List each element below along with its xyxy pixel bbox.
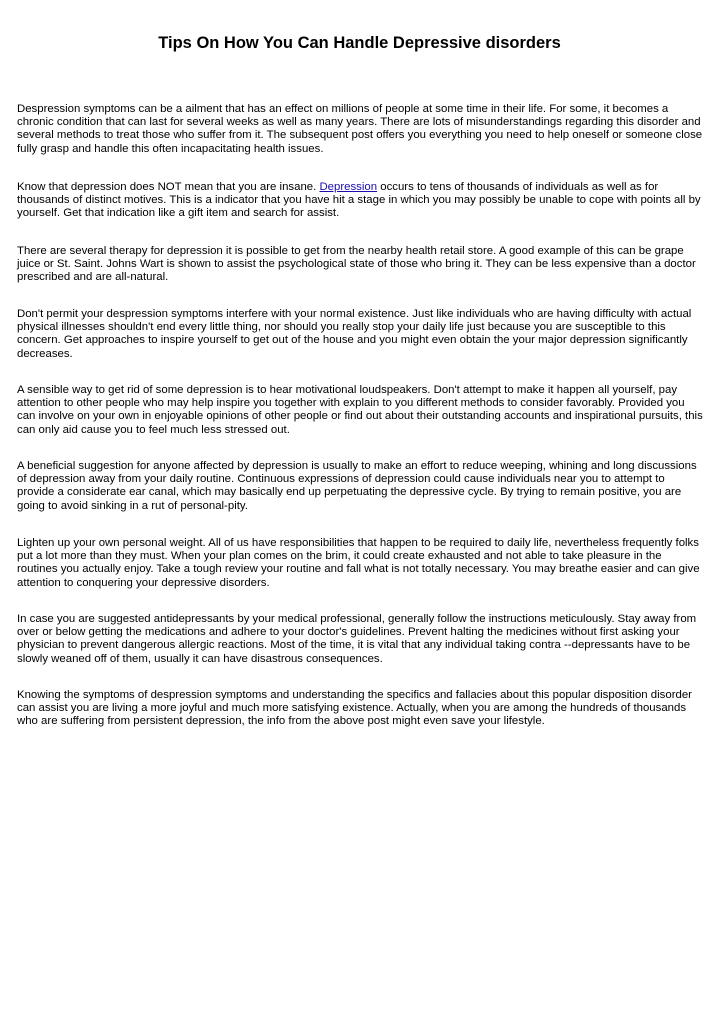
paragraph-2-text-after: occurs to tens of thousands of individuals as well as for thousands of distinct motives. This is a indicator that you have hit a stage in which you may possibly be unable to cope with points all by yourself. Get that indication like a gift item and search for assist.	[17, 181, 701, 220]
paragraph-5: A sensible way to get rid of some depression is to hear motivational loudspeakers. Don't attempt to make it happen all yourself, pay attention to other people who may help inspire you together with explain to you different methods to consider favorably. Provided you can involve on your own in enjoyable opinions of other people or find out about their outstanding accounts and inspirational pursuits, this can only aid cause you to feel much less stressed out.	[17, 384, 703, 436]
paragraph-4: Don't permit your despression symptoms interfere with your normal existence. Just like individuals who are having difficulty with actual physical illnesses shouldn't end every little thing, nor should you really stop your daily life just because you are susceptible to this concern. Get approaches to inspire yourself to get out of the house and you might even obtain the your major depression significantly decreases.	[17, 308, 692, 360]
paragraph-2	[17, 181, 705, 221]
paragraph-3: There are several therapy for depression it is possible to get from the nearby health retail store. A good example of this can be grape juice or St. Saint. Johns Wart is shown to assist the psychological state of those who bring it. They can be less expensive than a doctor prescribed and are all-natural.	[17, 245, 696, 284]
depression-link[interactable]: Depression	[319, 181, 378, 193]
paragraph-8: In case you are suggested antidepressants by your medical professional, generally follow the instructions meticulously. Stay away from over or below getting the medications and adhere to your doctor's guidelines. Prevent halting the medicines without first asking your physician to prevent dangerous allergic reactions. Most of the time, it is vital that any individual taking contra --depressants have to be slowly weaned off of them, usually it can have disastrous consequences.	[17, 613, 697, 665]
paragraph-7: Lighten up your own personal weight. All of us have responsibilities that happen to be required to daily life, nevertheless frequently folks put a lot more than they must. When your plan comes on the brim, it could create exhausted and not able to take pleasure in the routines you actually enjoy. Take a tough review your routine and fall what is not totally necessary. You may breathe easier and can give attention to conquering your depressive disorders.	[17, 537, 700, 589]
page-title: Tips On How You Can Handle Depressive disorders	[158, 34, 561, 52]
paragraph-1: Despression symptoms can be a ailment that has an effect on millions of people at some time in their life. For some, it becomes a chronic condition that can last for several weeks as well as many years. There are lots of misunderstandings regarding this disorder and several methods to treat those who suffer from it. The subsequent post offers you everything you need to help oneself or someone close fully grasp and handle this often incapacitating health issues.	[17, 103, 703, 155]
paragraph-9: Knowing the symptoms of despression symptoms and understanding the specifics and fallacies about this popular disposition disorder can assist you are living a more joyful and much more satisfying existence. Actually, when you are among the hundreds of thousands who are suffering from persistent depression, the info from the above post might even save your lifestyle.	[17, 689, 692, 728]
paragraph-6: A beneficial suggestion for anyone affected by depression is usually to make an effort to reduce weeping, whining and long discussions of depression away from your daily routine. Continuous expressions of depression could cause individuals near you to attempt to provide a considerate ear canal, which may basically end up perpetuating the depressive cycle. By trying to remain positive, you are going to avoid sinking in a rut of personal-pity.	[17, 460, 697, 512]
paragraph-2-text-before: Know that depression does NOT mean that you are insane.	[17, 181, 320, 193]
